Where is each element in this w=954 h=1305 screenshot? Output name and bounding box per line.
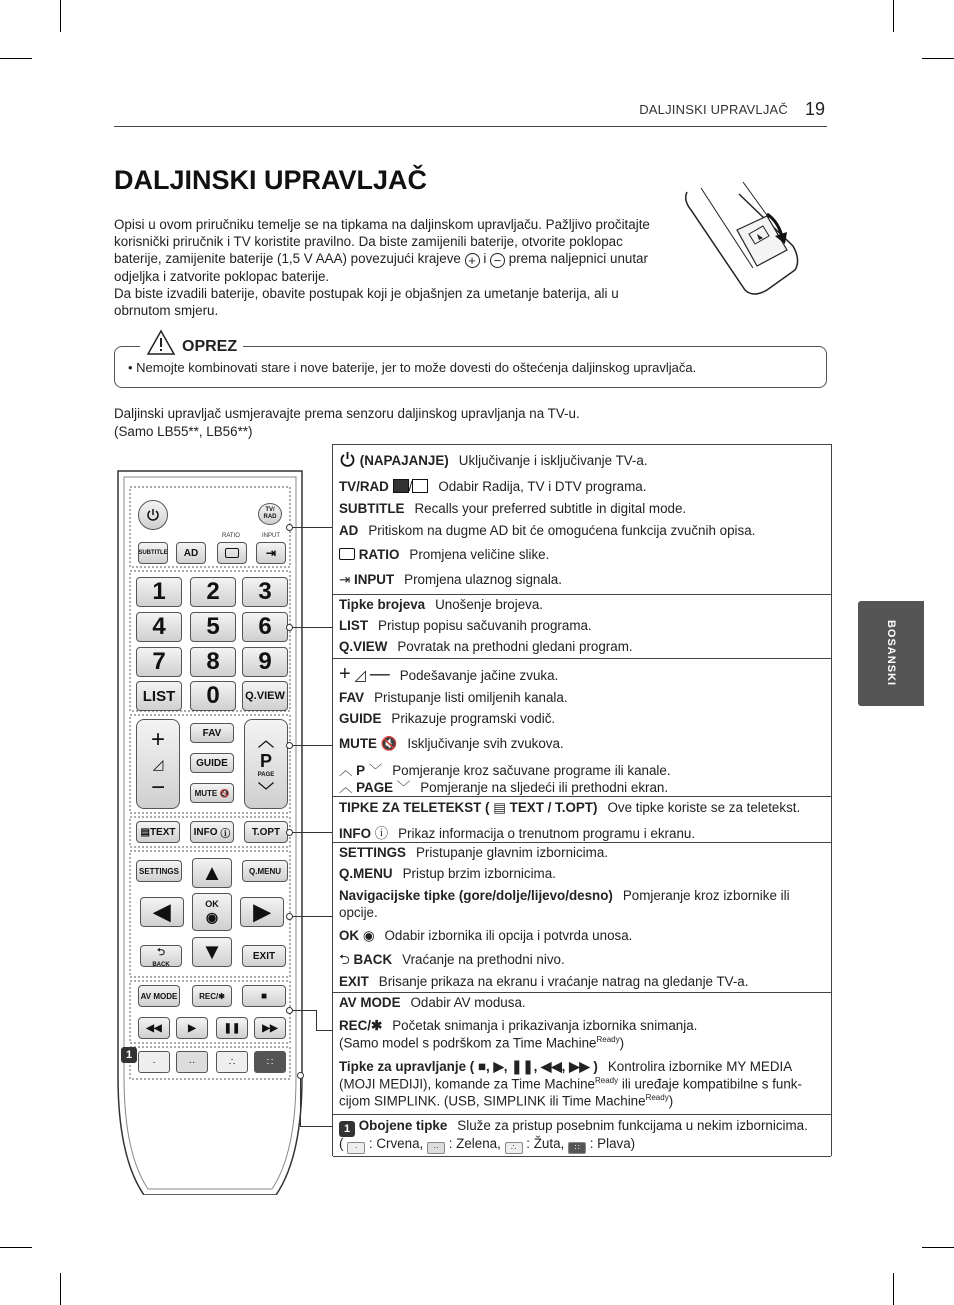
intro-line: korisnički priručnik i TV koristite pravilno. Da biste zamijenili baterije, otvorite poklopac <box>114 234 623 249</box>
volume-rocker[interactable] <box>136 719 180 809</box>
tv-icon <box>393 479 409 493</box>
intro-line: Opisi u ovom priručniku temelje se na tipkama na daljinskom upravljaču. Pažljivo pročitajte <box>114 217 650 232</box>
teletext-icon: ▤ <box>140 826 150 838</box>
table-line: SETTINGS Pristupanje glavnim izbornicima. <box>339 845 608 860</box>
table-line: LIST Pristup popisu sačuvanih programa. <box>339 618 592 633</box>
language-tab: BOSANSKI <box>858 601 924 706</box>
caution-heading: OPREZ <box>140 328 243 356</box>
rewind-button[interactable]: ◀◀ <box>138 1017 170 1039</box>
minus-icon: — <box>369 663 390 685</box>
color-keys-badge: 1 <box>121 1047 137 1063</box>
connector-line <box>290 916 332 917</box>
volume-icon: ◿ <box>354 667 366 684</box>
connector-line <box>300 1075 301 1127</box>
play-button[interactable]: ▶ <box>176 1017 208 1039</box>
info-button[interactable]: INFO ⓘ <box>190 821 234 843</box>
table-line: GUIDE Prikazuje programski vodič. <box>339 711 556 726</box>
table-line: Tipke brojeva Unošenje brojeva. <box>339 597 544 612</box>
header-section: DALJINSKI UPRAVLJAČ <box>639 102 788 117</box>
connector-dot <box>286 524 293 531</box>
table-line: OK ◉ Odabir izbornika ili opcija i potvrda unosa. <box>339 928 633 943</box>
connector-line <box>290 832 332 833</box>
mute-icon: 🔇 <box>380 736 398 751</box>
fav-button[interactable]: FAV <box>190 723 234 743</box>
page-title: DALJINSKI UPRAVLJAČ <box>114 165 428 195</box>
table-row <box>333 595 831 659</box>
number-3-button[interactable]: 3 <box>242 577 288 607</box>
power-icon <box>339 451 356 468</box>
table-line: ⮌ BACK Vraćanje na prethodni nivo. <box>339 952 565 967</box>
connector-dot <box>297 1072 304 1079</box>
table-line: Q.VIEW Povratak na prethodni gledani program. <box>339 639 633 654</box>
number-6-button[interactable]: 6 <box>242 612 288 642</box>
ok-icon: ◉ <box>362 928 375 943</box>
warning-icon <box>146 329 176 356</box>
table-line: FAV Pristupanje listi omiljenih kanala. <box>339 690 568 705</box>
power-icon <box>146 508 160 522</box>
intro-line: odjeljka i zatvorite poklopac baterije. <box>114 269 330 284</box>
ratio-label: RATIO <box>222 533 240 539</box>
list-button[interactable]: LIST <box>136 681 182 711</box>
connector-line <box>290 527 332 528</box>
ad-button[interactable]: AD <box>176 542 206 564</box>
table-line: ︿ PAGE ﹀ Pomjeranje na sljedeći ili prethodni ekran. <box>339 780 669 795</box>
table-line: 1 Obojene tipke Služe za pristup posebnim funkcijama u nekim izbornicima. <box>339 1118 808 1137</box>
connector-line <box>290 745 332 746</box>
connector-dot <box>286 1007 293 1014</box>
connector-dot <box>286 742 293 749</box>
number-1-button[interactable]: 1 <box>136 577 182 607</box>
page-number: 19 <box>805 99 826 119</box>
plus-icon: + <box>465 253 480 268</box>
crop-mark <box>922 1247 954 1248</box>
settings-button[interactable]: SETTINGS <box>136 860 182 882</box>
table-line: REC/✱ Početak snimanja i prikazivanja izbornika snimanja. <box>339 1018 698 1033</box>
crop-mark <box>922 58 954 59</box>
connector-line <box>316 1030 332 1031</box>
guide-button[interactable]: GUIDE <box>190 753 234 773</box>
red-button[interactable]: · <box>138 1051 170 1073</box>
back-button[interactable]: ⮌ BACK <box>140 945 182 967</box>
tvrad-button[interactable]: TV/ RAD <box>258 503 282 525</box>
yellow-key-icon: ∴ <box>505 1142 523 1154</box>
number-4-button[interactable]: 4 <box>136 612 182 642</box>
left-arrow-button[interactable]: ◀ <box>140 897 184 927</box>
minus-icon: − <box>490 253 505 268</box>
number-0-button[interactable]: 0 <box>190 681 236 711</box>
remote-illustration <box>116 467 304 1195</box>
fast-forward-button[interactable]: ▶▶ <box>254 1017 286 1039</box>
table-line: Tipke za upravljanje ( ■, ▶, ❚❚, ◀◀, ▶▶ ) Kontrolira izbornike MY MEDIA <box>339 1059 793 1074</box>
number-8-button[interactable]: 8 <box>190 647 236 677</box>
table-row <box>333 1115 831 1157</box>
yellow-button[interactable]: ∴ <box>216 1051 248 1073</box>
battery-cover-illustration <box>683 180 803 298</box>
input-label: INPUT <box>262 533 280 539</box>
connector-line <box>290 627 332 628</box>
table-row <box>333 659 831 797</box>
plus-icon: + <box>339 663 351 685</box>
chevron-up-icon: ︿ <box>257 732 274 750</box>
crop-mark <box>893 1273 894 1305</box>
crop-mark <box>60 0 61 32</box>
up-arrow-button[interactable]: ▲ <box>192 858 232 888</box>
qview-button[interactable]: Q.VIEW <box>242 681 288 711</box>
red-key-icon: · <box>347 1142 365 1154</box>
aim-text: Daljinski upravljač usmjeravajte prema senzoru daljinskog upravljanja na TV-u. (Samo LB55**, LB56**) <box>114 406 580 439</box>
right-arrow-button[interactable]: ▶ <box>240 897 284 927</box>
blue-button[interactable]: ∷ <box>254 1051 286 1073</box>
intro-line: Da biste izvadili baterije, obavite postupak koji je objašnjen za umetanje baterija, ali u <box>114 286 619 301</box>
key-description-table <box>332 444 832 1156</box>
table-line: RATIO Promjena veličine slike. <box>339 547 549 562</box>
av-mode-button[interactable]: AV MODE <box>138 985 180 1007</box>
number-7-button[interactable]: 7 <box>136 647 182 677</box>
input-icon: ⇥ <box>339 572 351 587</box>
table-line: opcije. <box>339 905 378 920</box>
exit-button[interactable]: EXIT <box>242 945 286 967</box>
intro-paragraph <box>114 216 679 319</box>
table-line: TIPKE ZA TELETEKST ( ▤ TEXT / T.OPT) Ove tipke koriste se za teletekst. <box>339 800 801 815</box>
intro-line: obrnutom smjeru. <box>114 303 219 318</box>
table-row <box>333 797 831 843</box>
back-icon: ⮌ <box>156 946 165 958</box>
radio-icon <box>412 479 428 493</box>
chevron-up-icon: ︿ <box>339 763 353 778</box>
connector-dot <box>286 913 293 920</box>
table-line: SUBTITLE Recalls your preferred subtitle in digital mode. <box>339 501 687 516</box>
down-arrow-button[interactable]: ▼ <box>192 937 232 967</box>
table-row <box>333 993 831 1115</box>
power-button[interactable] <box>138 500 168 530</box>
table-line: INFO ⓘ Prikaz informacija o trenutnom programu i ekranu. <box>339 826 696 841</box>
info-icon: ⓘ <box>374 826 389 841</box>
number-9-button[interactable]: 9 <box>242 647 288 677</box>
number-5-button[interactable]: 5 <box>190 612 236 642</box>
crop-mark <box>0 1247 32 1248</box>
chevron-down-icon: ﹀ <box>396 780 411 795</box>
minus-icon: − <box>150 774 165 801</box>
connector-dot <box>286 829 293 836</box>
topt-button[interactable]: T.OPT <box>244 821 288 843</box>
table-line: AD Pritiskom na dugme AD bit će omogućena funkcija zvučnih opisa. <box>339 523 756 538</box>
green-button[interactable]: ·· <box>176 1051 208 1073</box>
crop-mark <box>893 0 894 32</box>
caution-text: • Nemojte kombinovati stare i nove baterije, jer to može dovesti do oštećenja daljinskog upravljača. <box>128 360 697 375</box>
table-line: cijom SIMPLINK. (USB, SIMPLINK ili Time Machine$^{Ready}$) <box>339 1093 674 1109</box>
green-key-icon: ·· <box>427 1142 445 1154</box>
connector-line <box>300 1126 332 1127</box>
color-keys-badge: 1 <box>339 1121 355 1137</box>
blue-key-icon: ∷ <box>568 1142 586 1154</box>
header-divider <box>114 126 827 127</box>
table-line: + ◿ — Podešavanje jačine zvuka. <box>339 663 559 685</box>
chevron-down-icon: ﹀ <box>368 763 383 778</box>
chevron-down-icon: ﹀ <box>257 782 274 800</box>
crop-mark <box>0 58 32 59</box>
text-button[interactable]: ▤ TEXT <box>136 821 180 843</box>
plus-icon: + <box>150 726 165 753</box>
table-line: (MOJI MEDIJI), komande za Time Machine$^{Ready}$ ili uređaje kompatibilne s funk- <box>339 1076 802 1092</box>
table-row <box>333 445 831 595</box>
table-line: (Samo model s podrškom za Time Machine$^{Ready}$) <box>339 1035 625 1051</box>
back-icon: ⮌ <box>339 952 350 967</box>
qmenu-button[interactable]: Q.MENU <box>242 860 288 882</box>
stop-button[interactable]: ■ <box>242 985 286 1007</box>
connector-line <box>290 1010 316 1011</box>
connector-line <box>316 1010 317 1030</box>
number-2-button[interactable]: 2 <box>190 577 236 607</box>
ratio-icon <box>225 548 239 558</box>
pause-button[interactable]: ❚❚ <box>216 1017 248 1039</box>
table-line: TV/RAD / Odabir Radija, TV i DTV programa. <box>339 479 647 494</box>
table-line: ( · : Crvena, ·· : Zelena, ∴ : Žuta, ∷ : Plava) <box>339 1136 636 1152</box>
table-line: Navigacijske tipke (gore/dolje/lijevo/desno) Pomjeranje kroz izbornike ili <box>339 888 790 903</box>
rec-button[interactable]: REC/✱ <box>192 985 232 1007</box>
ok-icon: ◉ <box>205 908 219 925</box>
table-line: EXIT Brisanje prikaza na ekranu i vraćanje natrag na gledanje TV-a. <box>339 974 749 989</box>
intro-line: baterije, zamijenite baterije (1,5 V AAA) povezujući krajeve + i − prema naljepnici unutar <box>114 251 648 268</box>
chevron-up-icon: ︿ <box>339 780 353 795</box>
table-line: Q.MENU Pristup brzim izbornicima. <box>339 866 556 881</box>
ok-button[interactable]: OK ◉ <box>192 893 232 931</box>
program-rocker[interactable]: ︿ P PAGE ﹀ <box>244 719 288 809</box>
table-line: ︿ P ﹀ Pomjeranje kroz sačuvane programe ili kanale. <box>339 763 671 778</box>
volume-icon: ◿ <box>152 756 164 772</box>
teletext-icon: ▤ <box>493 800 506 815</box>
table-line: MUTE 🔇 Isključivanje svih zvukova. <box>339 736 564 751</box>
subtitle-button[interactable]: SUBTITLE <box>138 542 168 564</box>
table-line: AV MODE Odabir AV modusa. <box>339 995 526 1010</box>
ratio-icon <box>339 548 355 560</box>
input-button[interactable]: ⇥ <box>256 542 286 564</box>
table-line: (NAPAJANJE) Uključivanje i isključivanje TV-a. <box>339 451 648 468</box>
table-row <box>333 843 831 993</box>
mute-button[interactable]: MUTE 🔇 <box>190 783 234 803</box>
connector-dot <box>286 624 293 631</box>
ratio-button[interactable] <box>217 542 247 564</box>
table-line: ⇥ INPUT Promjena ulaznog signala. <box>339 572 562 587</box>
crop-mark <box>60 1273 61 1305</box>
